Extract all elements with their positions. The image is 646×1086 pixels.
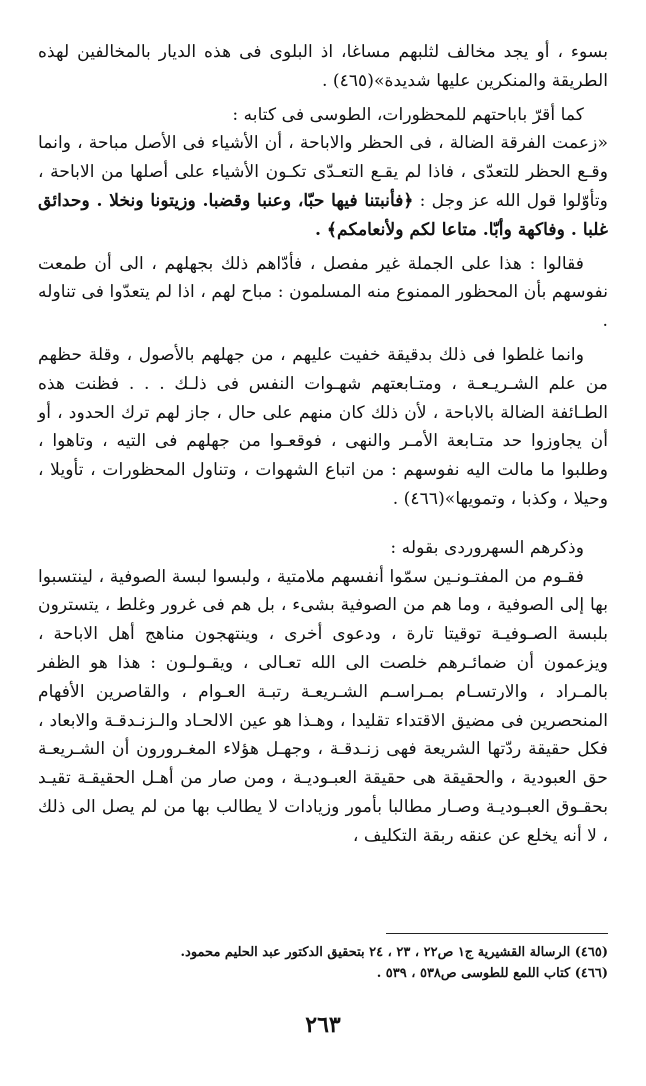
paragraph-text: فقـوم من المفتـونـين سمّوا أنفسهم ملامتية ، ولبسوا لبسة الصوفية ، لينتسبوا بها إلى الصوفية ، وما هم من الصوفية بشىء ، بل هم فى غرور وغلط ، يتسترون بلبسة الصـوفيـة توقيتا تارة ، ودعوى أخرى ، وينتهجون مناهج أهل الاباحة ، ويزعمون أن ضمائـرهم خلصت الى الله تعـالى ، ويقـولـون : هذا هو الظفر بالمـراد ، والارتسـام بمـراسـم الشـريعـة رتبـة العـوام ، والقاصرين الأفهام المنحصرين فى مضيق الاقتداء تقليدا ، وهـذا هو عين الالحـاد والـزنـدقـة والابعاد ، فكل حقيقة ردّتها الشريعة فهى زنـدقـة ، وجهـل هؤلاء المغـرورون أن الشـريعـة حق العبودية ، والحقيقة هى حقيقة العبـوديـة ، ومن صار من أهـل الحقيقـة تقيـد بحقـوق العبـوديـة وصـار مطالبا بأمور وزيادات لا يطالب بها من لم يصل الى ذلك ، لا أنه يخلع عن عنقه ربقة التكليف ، (38, 566, 608, 846)
paragraph-text: كما أقرّ باباحتهم للمحظورات، الطوسى فى كتابه : (232, 104, 584, 125)
paragraph-text: فقالوا : هذا على الجملة غير مفصل ، فأدّاهم ذلك بجهلهم ، الى أن طمعت نفوسهم بأن المحظور الممنوع منه المسلمون : مباح لهم ، اذا لم يتعدّوا فى تناوله . (38, 253, 608, 332)
book-page-body (38, 38, 608, 851)
paragraph-text: بسوء ، أو يجد مخالف لثلبهم مساغا، اذ البلوى فى هذه الديار بالمخالفين لهذه الطريقة والمنكرين عليها شديدة»(٤٦٥) . (38, 42, 608, 91)
paragraph-text: «زعمت الفرقة الضالة ، فى الحظر والاباحة ، أن الأشياء فى الأصل مباحة ، وانما وقـع الحظر للتعدّى ، فاذا لم يقـع التعـدّى تكـون الأشياء على أصلها من الاباحة ، وتأوّلوا قول الله عز وجل : (38, 133, 608, 211)
paragraph-continuation (38, 38, 608, 96)
footnote-466: (٤٦٦) كتاب اللمع للطوسى ص٥٣٨ ، ٥٣٩ . (376, 966, 608, 981)
paragraph-tusi-intro (38, 101, 608, 130)
paragraph-tusi-error (38, 341, 608, 514)
paragraph-text: وانما غلطوا فى ذلك بدقيقة خفيت عليهم ، من جهلهم بالأصول ، وقلة حظهم من علم الشـريـعـة ، ومتـابعتهم شهـوات النفس فى ذلـك . . . فظنت هذه الطـائفة الضالة بالاباحة ، لأن ذلك كان منهم على حال ، جاز لهم ترك الحدود ، أو أن يجاوزوا حد متـابعة الأمـر والنهى ، فوقعـوا من جهلهم فى التيه ، وتاهوا ، وطلبوا ما مالت اليه نفوسهم : من اتباع الشهوات ، وتناول المحظورات ، تأويلا ، وحيلا ، وكذبا ، وتمويها»(٤٦٦) . (38, 344, 608, 509)
paragraph-suhrawardi-quote (38, 563, 608, 851)
footnotes (38, 942, 608, 984)
paragraph-suhrawardi-intro (38, 534, 608, 563)
quran-verse: ﴿فأنبتنا فيها حبّا، وعنبا وقضبا. وزيتونا ونخلا . وحدائق غلبا . وفاكهة وأبّا. متاعا لكم ولأنعامكم﴾ . (38, 190, 608, 240)
paragraph-text: وذكرهم السهروردى بقوله : (390, 537, 584, 558)
page-number: ٢٦٣ (305, 1012, 341, 1038)
paragraph-tusi-quote (38, 129, 608, 244)
footnote-465: (٤٦٥) الرسالة القشيرية ج١ ص٢٢ ، ٢٣ ، ٢٤ بتحقيق الدكتور عبد الحليم محمود. (180, 945, 608, 960)
footnote-divider (386, 933, 608, 934)
paragraph-tusi-continued (38, 250, 608, 336)
